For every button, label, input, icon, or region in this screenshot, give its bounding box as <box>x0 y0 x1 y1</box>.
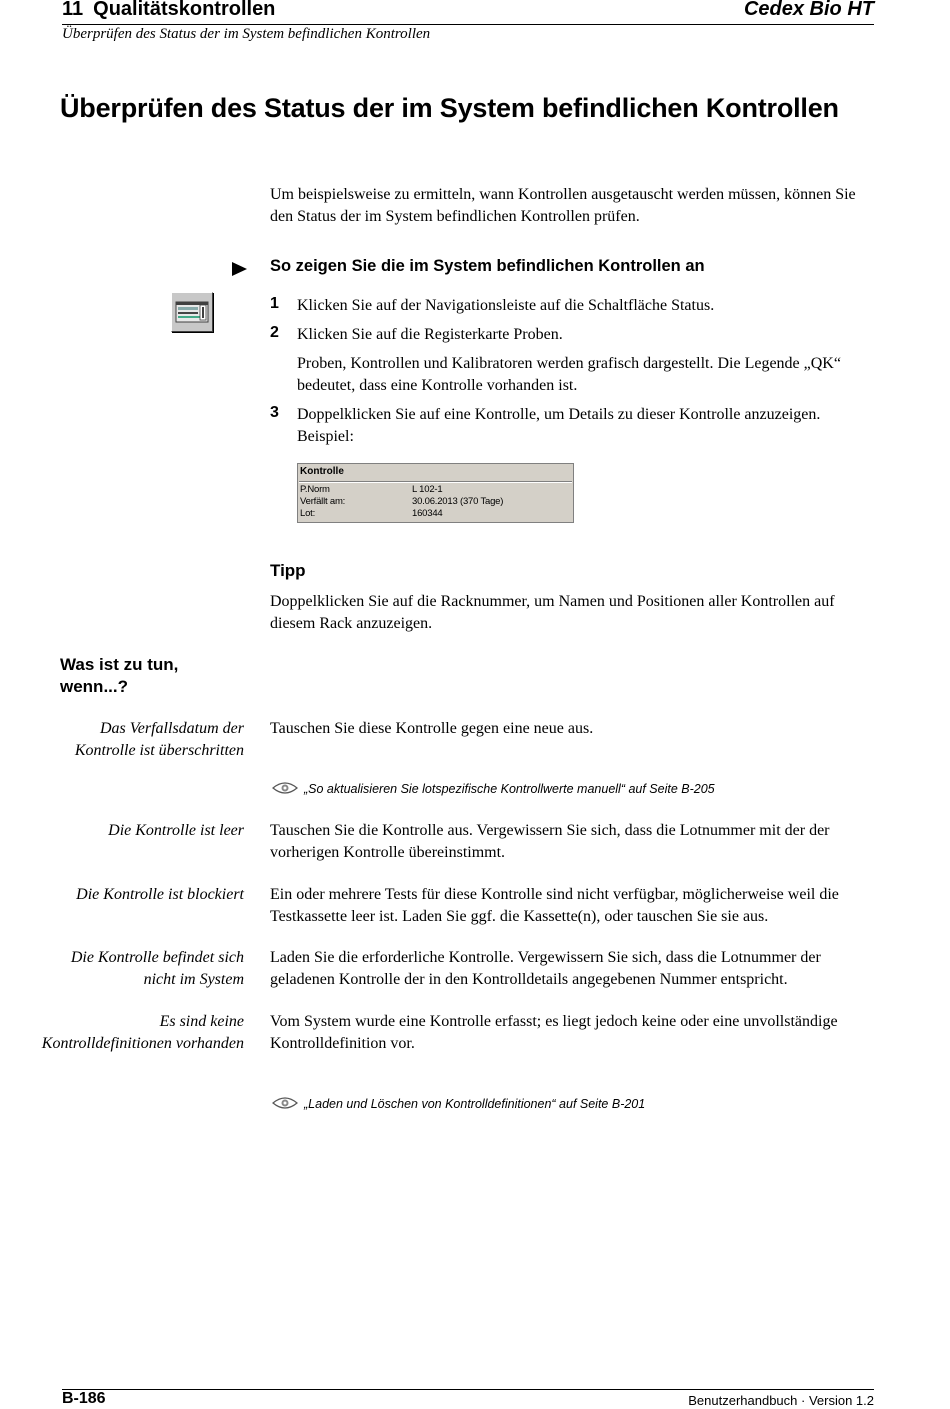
page-title: Überprüfen des Status der im System befindlichen Kontrollen <box>60 93 839 123</box>
step-number: 2 <box>270 324 279 341</box>
condition-text: Die Kontrolle ist blockiert <box>76 886 244 903</box>
page-number: B-186 <box>62 1390 106 1407</box>
header-rule <box>62 24 874 25</box>
remedy-text: Laden Sie die erforderliche Kontrolle. Vergewissern Sie sich, dass die Lotnummer der geladenen Kontrolle der in den Kontrolldetails angegebenen Nummer entspricht. <box>270 949 821 988</box>
cross-reference-text: „Laden und Löschen von Kontrolldefinitionen“ auf Seite B-201 <box>304 1096 646 1111</box>
detail-value: 160344 <box>412 508 443 519</box>
troubleshooting-heading <box>60 654 178 698</box>
cross-reference[interactable] <box>272 781 715 798</box>
detail-label: Lot: <box>300 508 316 519</box>
detail-value: L 102-1 <box>412 484 443 495</box>
screenshot-title: Kontrolle <box>300 466 344 477</box>
condition-text: Die Kontrolle befindet sich nicht im System <box>70 949 244 988</box>
troubleshooting-heading-line: Was ist zu tun, <box>60 655 179 674</box>
control-details-screenshot <box>297 463 574 523</box>
section-subtitle: Überprüfen des Status der im System befindlichen Kontrollen <box>62 26 431 42</box>
cross-reference[interactable] <box>272 1096 645 1113</box>
troubleshooting-heading-line: wenn...? <box>60 677 128 696</box>
detail-label: P.Norm <box>300 484 330 495</box>
step-text: Doppelklicken Sie auf eine Kontrolle, um Details zu dieser Kontrolle anzuzeigen. Beispiel: <box>297 406 821 445</box>
cross-reference-text: „So aktualisieren Sie lotspezifische Kontrollwerte manuell“ auf Seite B-205 <box>304 781 715 796</box>
chapter-heading <box>62 0 275 21</box>
eye-icon <box>272 1096 298 1113</box>
remedy-text: Vom System wurde eine Kontrolle erfasst; es liegt jedoch keine oder eine unvollständige Kontrolldefinition vor. <box>270 1013 838 1052</box>
step-text: Klicken Sie auf die Registerkarte Proben. <box>297 326 563 343</box>
chapter-number: 11 <box>62 0 84 20</box>
tip-text: Doppelklicken Sie auf die Racknummer, um Namen und Positionen aller Kontrollen auf diesem Rack anzuzeigen. <box>270 593 835 632</box>
manual-version: Benutzerhandbuch · Version 1.2 <box>688 1393 874 1408</box>
intro-paragraph: Um beispielsweise zu ermitteln, wann Kontrollen ausgetauscht werden müssen, können Sie den Status der im System befindlichen Kontrollen prüfen. <box>270 186 856 225</box>
footer-rule <box>62 1389 874 1390</box>
product-name: Cedex Bio HT <box>743 0 874 20</box>
detail-value: 30.06.2013 (370 Tage) <box>412 496 504 507</box>
detail-label: Verfällt am: <box>300 496 346 507</box>
procedure-heading: So zeigen Sie die im System befindlichen Kontrollen an <box>270 257 705 275</box>
eye-icon <box>272 781 298 798</box>
condition-text: Das Verfallsdatum der Kontrolle ist überschritten <box>74 720 244 759</box>
screenshot-divider <box>299 481 572 483</box>
step-number: 3 <box>270 404 279 421</box>
step-note: Proben, Kontrollen und Kalibratoren werden grafisch dargestellt. Die Legende „QK“ bedeutet, dass eine Kontrolle vorhanden ist. <box>297 355 841 394</box>
status-button-icon <box>171 292 213 332</box>
step-text: Klicken Sie auf der Navigationsleiste auf die Schaltfläche Status. <box>297 297 715 314</box>
procedure-arrow-icon <box>232 262 247 276</box>
chapter-title: Qualitätskontrollen <box>93 0 276 20</box>
remedy-text: Tauschen Sie diese Kontrolle gegen eine neue aus. <box>270 720 594 737</box>
step-number: 1 <box>270 295 279 312</box>
remedy-text: Ein oder mehrere Tests für diese Kontrolle sind nicht verfügbar, möglicherweise weil die Testkassette leer ist. Laden Sie ggf. die Kassette(n), oder tauschen Sie sie aus. <box>270 886 839 925</box>
condition-text: Die Kontrolle ist leer <box>108 822 244 839</box>
remedy-text: Tauschen Sie die Kontrolle aus. Vergewissern Sie sich, dass die Lotnummer mit der der vorherigen Kontrolle übereinstimmt. <box>270 822 830 861</box>
tip-heading: Tipp <box>270 561 306 580</box>
condition-text: Es sind keine Kontrolldefinitionen vorhanden <box>41 1013 244 1052</box>
